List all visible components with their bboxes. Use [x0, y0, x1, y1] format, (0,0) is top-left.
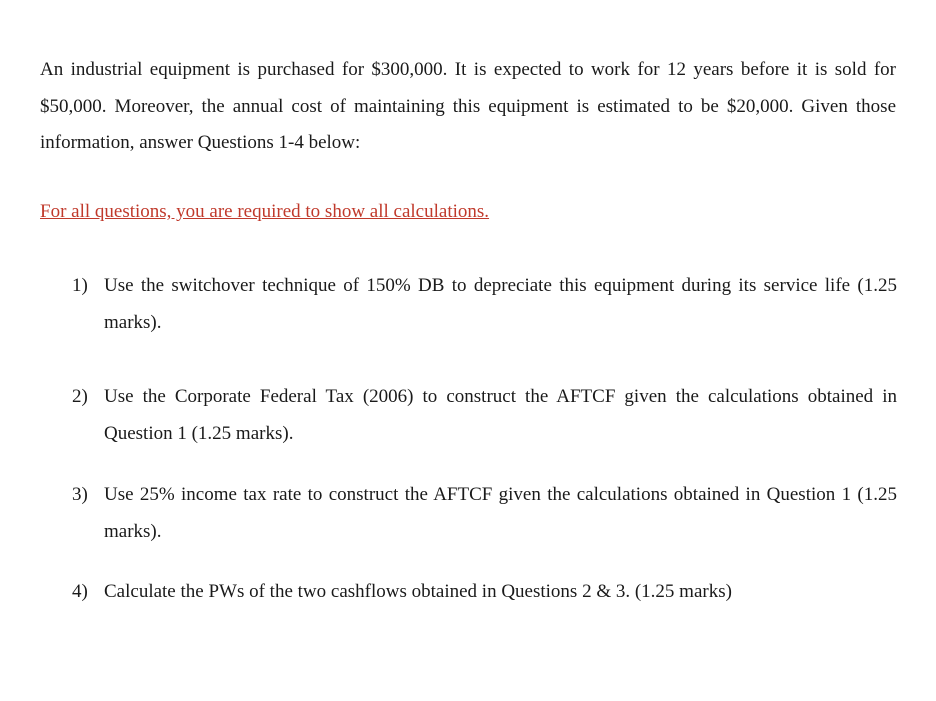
question-number: 2): [72, 386, 88, 407]
question-number: 3): [72, 484, 88, 505]
question-text: Calculate the PWs of the two cashflows obtained in Questions 2 & 3. (1.25 marks): [104, 581, 732, 602]
question-item-3: [72, 476, 897, 550]
question-text: Use 25% income tax rate to construct the AFTCF given the calculations obtained in Question 1 (1.25 marks).: [104, 484, 897, 542]
question-item-1: [72, 267, 897, 341]
question-text: Use the Corporate Federal Tax (2006) to construct the AFTCF given the calculations obtained in Question 1 (1.25 marks).: [104, 386, 897, 444]
question-item-4: [72, 573, 897, 610]
question-number: 1): [72, 275, 88, 296]
calculation-notice: For all questions, you are required to show all calculations.: [40, 201, 490, 222]
question-text: Use the switchover technique of 150% DB to depreciate this equipment during its service life (1.25 marks).: [104, 275, 897, 333]
question-number: 4): [72, 581, 88, 602]
question-item-2: [72, 378, 897, 452]
problem-statement: An industrial equipment is purchased for $300,000. It is expected to work for 12 years before it is sold for $50,000. Moreover, the annual cost of maintaining this equipment is estimated to be $20,000. Given those information, answer Questions 1-4 below:: [40, 59, 896, 153]
